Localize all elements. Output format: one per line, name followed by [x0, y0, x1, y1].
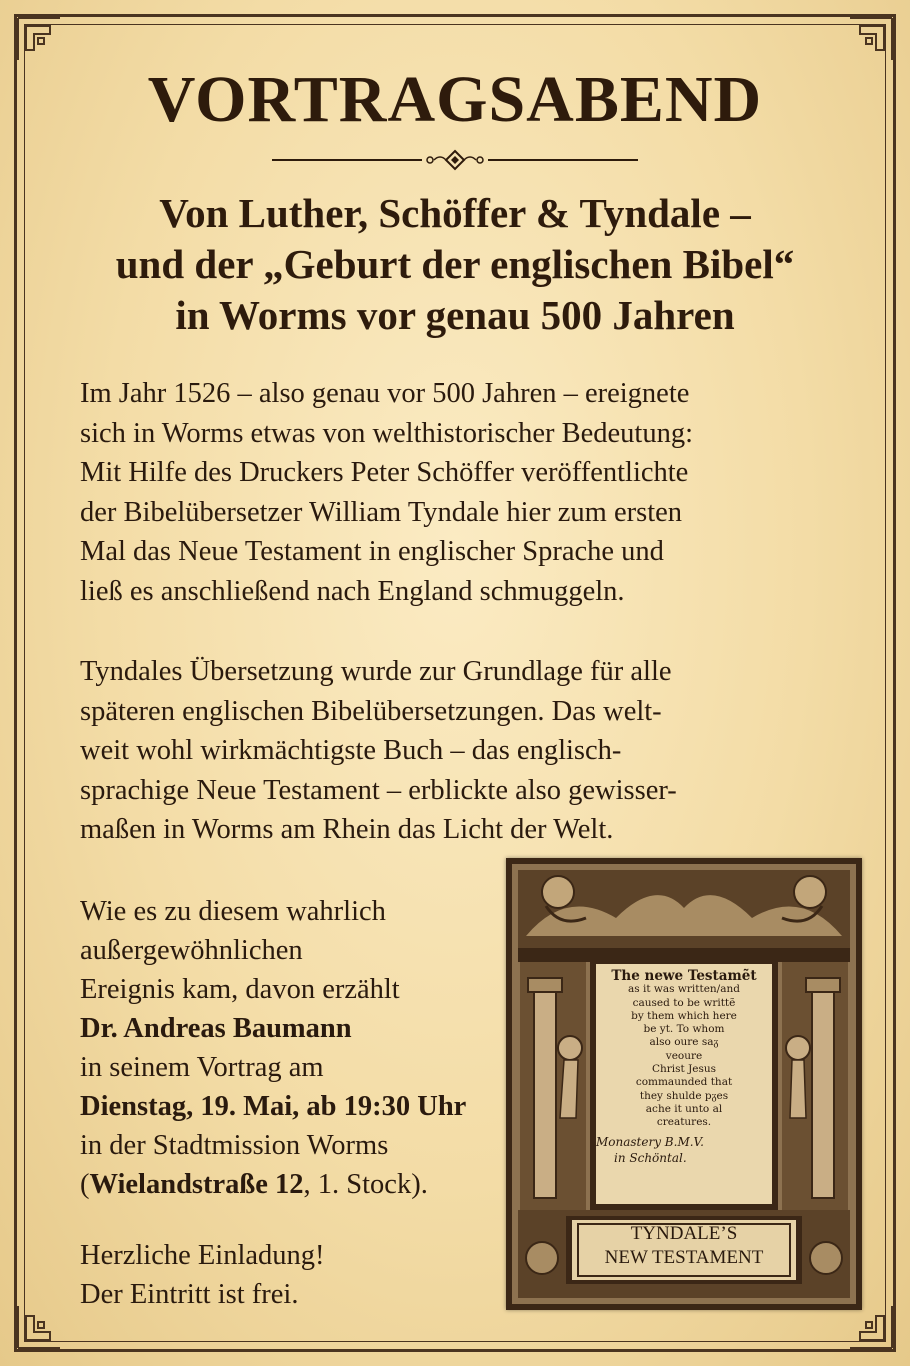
corner-ornament-icon — [16, 1304, 62, 1350]
address-paren: ( — [80, 1169, 90, 1200]
closing-text — [80, 1236, 500, 1314]
note-line: in Schöntal. — [614, 1151, 687, 1165]
ornamental-divider-icon — [272, 148, 638, 172]
text-line: Ereignis kam, davon erzählt — [80, 974, 400, 1005]
intro-paragraph — [80, 374, 820, 612]
corner-ornament-icon — [848, 1304, 894, 1350]
book-line: caused to be writtẽ — [632, 996, 736, 1009]
text-line: ließ es anschließend nach England schmuggeln. — [80, 575, 625, 607]
poster-title: VORTRAGSABEND — [147, 63, 763, 136]
address-street: Wielandstraße 12 — [89, 1169, 304, 1200]
text-line: sich in Worms etwas von welthistorischer Bedeutung: — [80, 417, 694, 449]
event-date: Dienstag, 19. Mai, ab 19:30 Uhr — [80, 1091, 467, 1122]
event-details — [80, 892, 510, 1204]
text-line: außergewöhnlichen — [80, 935, 303, 966]
book-line: be yt. To whom — [643, 1023, 725, 1036]
book-line: they shulde pᵹes — [639, 1089, 729, 1102]
note-line: Monastery B.M.V. — [596, 1135, 704, 1149]
corner-ornament-icon — [848, 16, 894, 62]
significance-paragraph — [80, 652, 820, 850]
text-line: in seinem Vortrag am — [80, 1052, 324, 1083]
book-line: Christ Jesus — [651, 1063, 717, 1076]
admission-line: Der Eintritt ist frei. — [80, 1279, 299, 1310]
book-title-text — [606, 970, 762, 1130]
text-line: Mit Hilfe des Druckers Peter Schöffer veröffentlichte — [80, 457, 689, 489]
text-line: sprachige Neue Testament – erblickte also gewisser- — [80, 774, 677, 806]
event-address — [80, 1165, 510, 1204]
text-line: maßen in Worms am Rhein das Licht der Welt. — [80, 814, 614, 846]
invitation-line: Herzliche Einladung! — [80, 1240, 325, 1271]
book-caption — [582, 1222, 786, 1278]
text-line: Tyndales Übersetzung wurde zur Grundlage für alle — [80, 656, 672, 687]
text-line: späteren englischen Bibelübersetzungen. Das welt- — [80, 695, 662, 727]
event-subtitle — [40, 188, 870, 341]
book-line: creatures. — [656, 1116, 712, 1129]
speaker-name: Dr. Andreas Baumann — [80, 1013, 352, 1044]
text-line: weit wohl wirkmächtigste Buch – das englisch- — [80, 735, 622, 767]
book-line: also oure saᵹ — [649, 1036, 719, 1049]
book-line: as it was written/and — [628, 983, 740, 996]
text-line: Mal das Neue Testament in englischer Sprache und — [80, 536, 664, 568]
corner-ornament-icon — [16, 16, 62, 62]
handwritten-note — [596, 1134, 766, 1166]
address-floor: , 1. Stock). — [303, 1169, 428, 1200]
event-venue: in der Stadtmission Worms — [80, 1130, 389, 1161]
book-line: commaunded that — [635, 1076, 733, 1089]
subtitle-line: und der „Geburt der englischen Bibel“ — [115, 241, 795, 287]
text-line: der Bibelübersetzer William Tyndale hier zum ersten — [80, 496, 683, 528]
book-line: by them which here — [631, 1009, 737, 1022]
book-heading: The newe Testamẽt — [611, 968, 757, 984]
subtitle-line: in Worms vor genau 500 Jahren — [175, 292, 735, 338]
book-line: veoure — [665, 1049, 703, 1062]
text-line: Wie es zu diesem wahrlich — [80, 896, 386, 927]
caption-line: NEW TESTAMENT — [604, 1247, 764, 1268]
text-line: Im Jahr 1526 – also genau vor 500 Jahren – ereignete — [80, 378, 690, 409]
subtitle-line: Von Luther, Schöffer & Tyndale – — [159, 190, 751, 236]
caption-line: TYNDALE’S — [630, 1223, 738, 1244]
book-title-page-image — [506, 858, 862, 1310]
book-line: ache it unto al — [645, 1102, 723, 1115]
